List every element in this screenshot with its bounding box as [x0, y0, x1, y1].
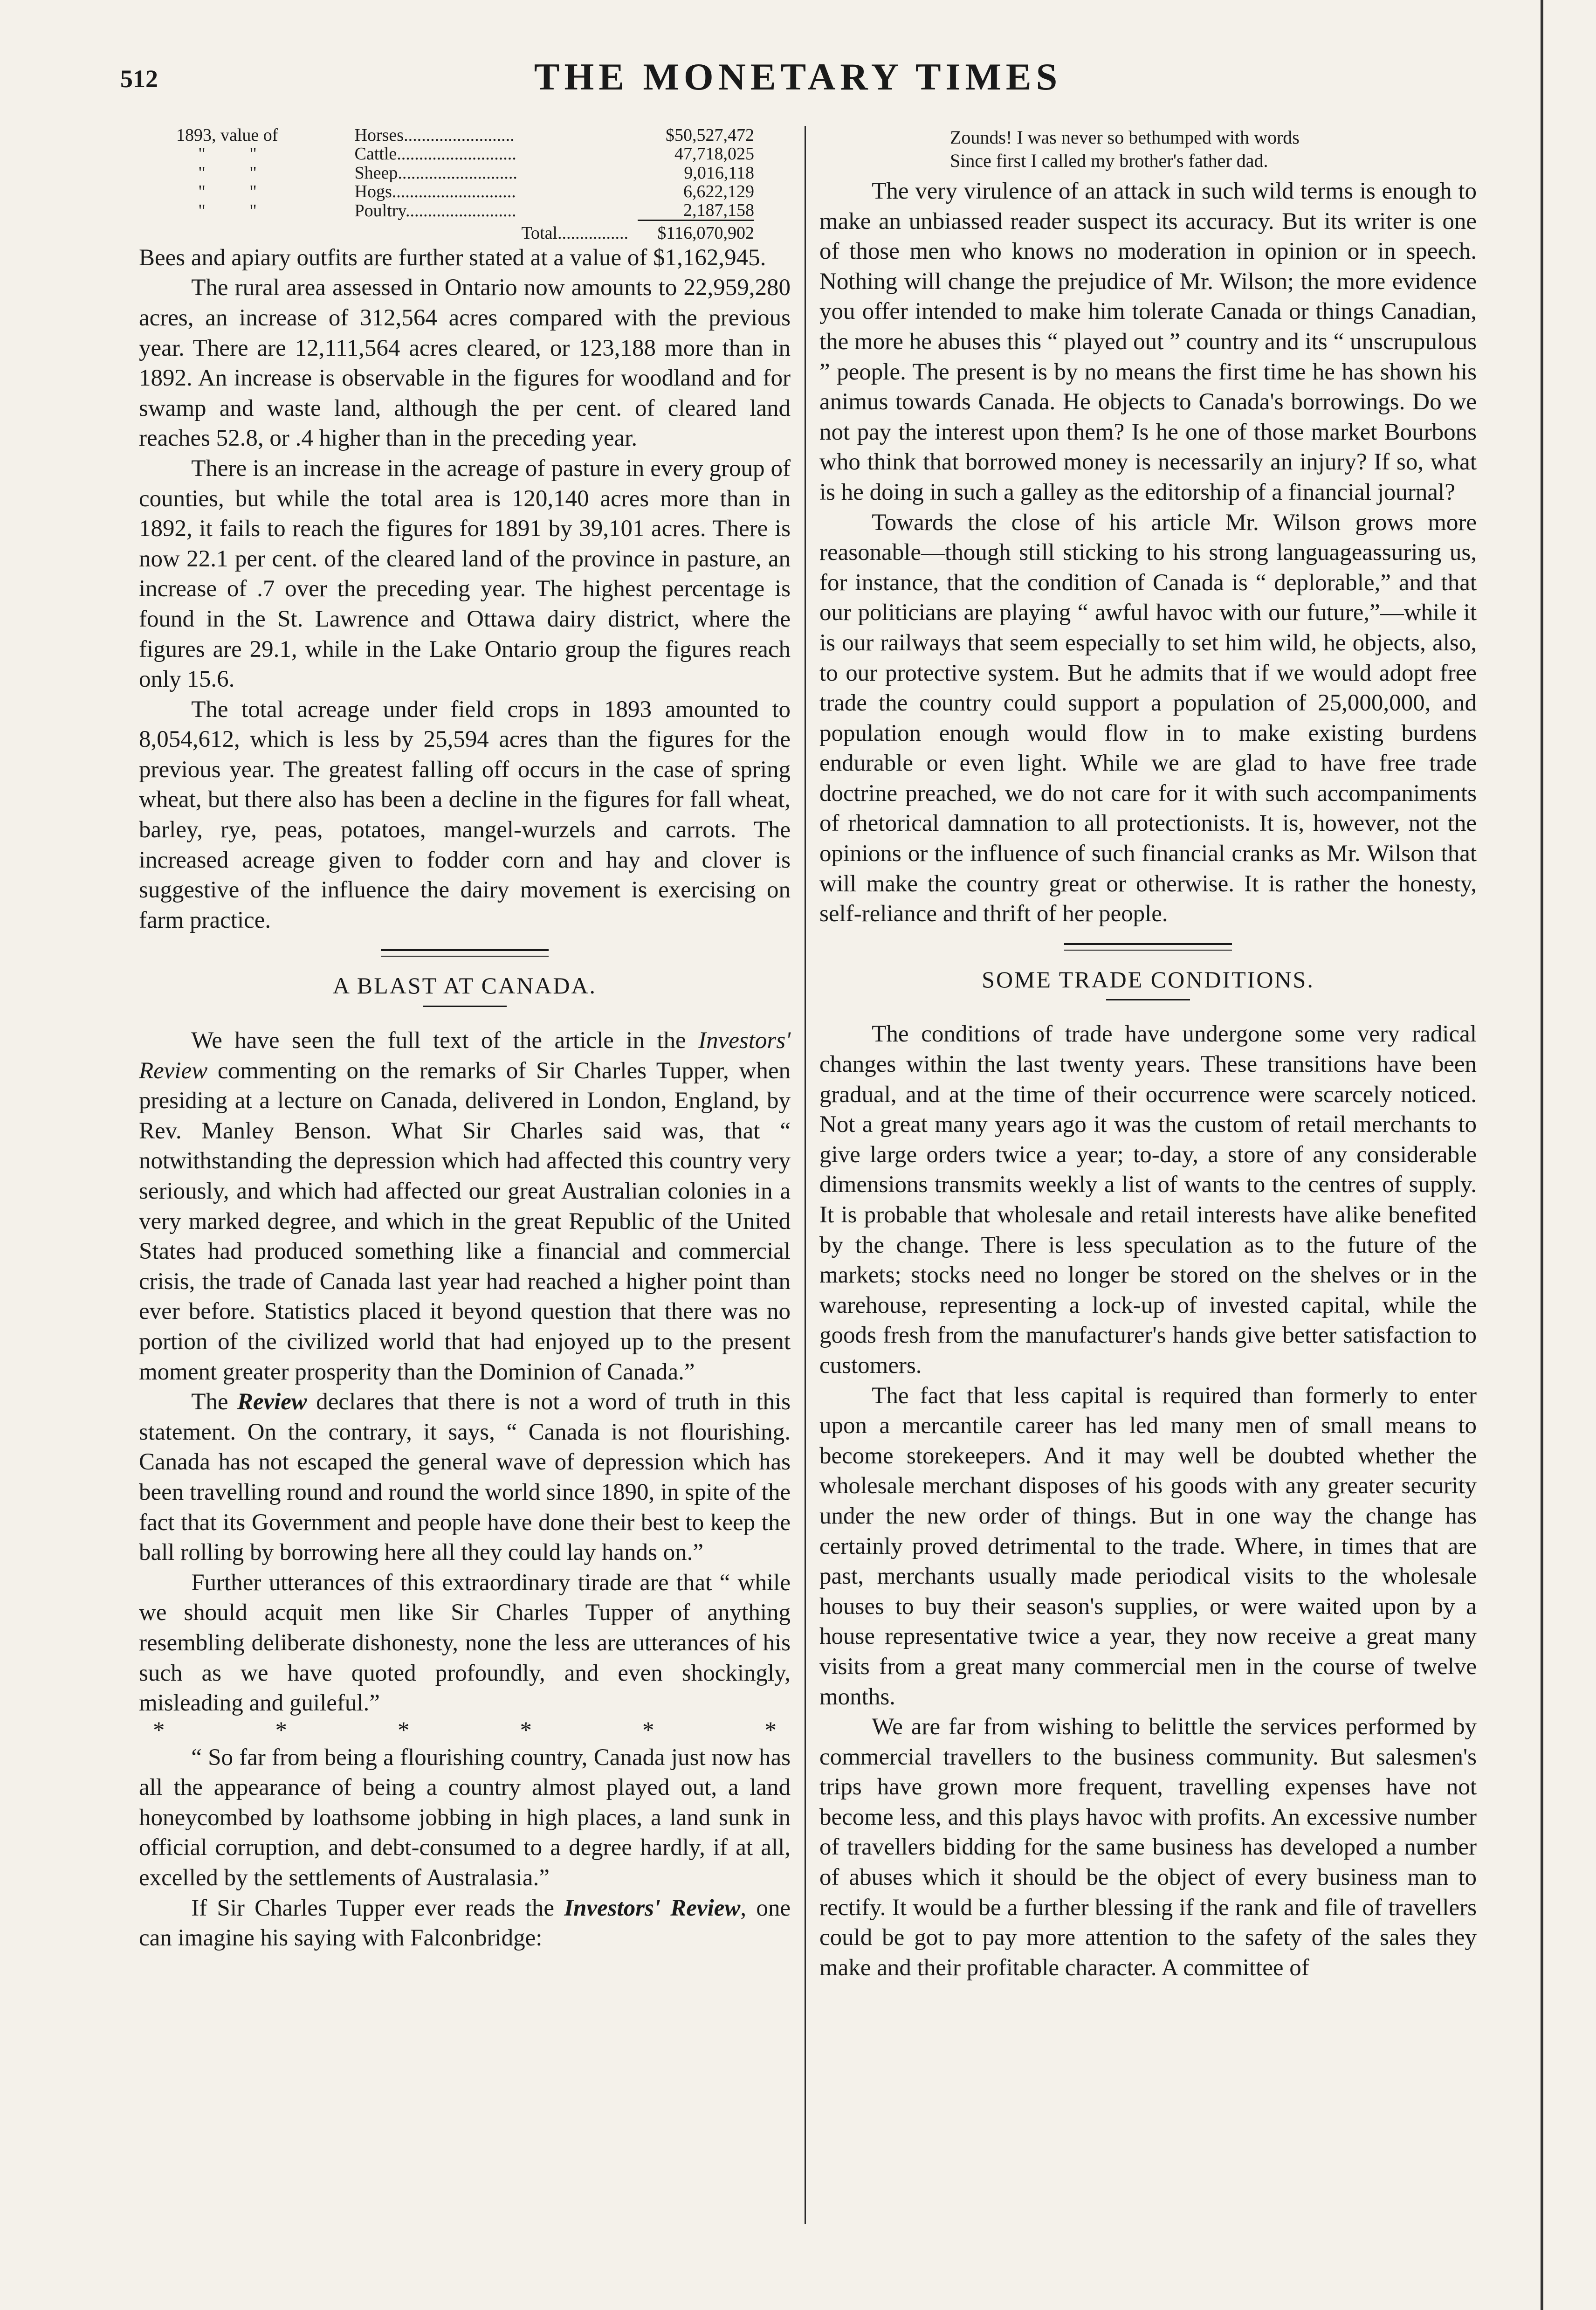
verse-quote: Zounds! I was never so bethumped with words Since first I called my brother's father dad. — [950, 127, 1300, 171]
row-value: $50,527,472 — [666, 125, 754, 145]
paragraph: The very virulence of an attack in such wild terms is enough to make an unbiassed reader suspect its accuracy. But its writer is one of those men who knows no moderation in opinion or in speech. Nothing will change the prejudice of Mr. Wilson; the more evidence you offer intended to make him tolerate Canada or things Canadian, the more he abuses this “ played out ” country and its “ unscrupulous ” people. The present is by no means the first time he has shown his animus towards Canada. He objects to Canada's borrowings. Do we not pay the interest upon them? Is he one of those market Bourbons who think that borrowed money is necessarily an injury? If so, what is he doing in such a galley as the editorship of a financial journal? — [819, 178, 1477, 505]
row-item: Poultry......................... — [354, 200, 516, 221]
table-row — [176, 201, 754, 221]
masthead: THE MONETARY TIMES — [534, 55, 1062, 98]
row-item: Hogs............................ — [354, 181, 516, 201]
section-rule — [381, 949, 549, 957]
row-year: " " — [198, 144, 257, 164]
paragraph: Towards the close of his article Mr. Wilson grows more reasonable—though still sticking to his strong languageassuring us, for instance, that the condition of Canada is “ deplorable,” and that our politicians are playing “ awful havoc with our future,”—while it is our railways that seem especially to set him wild, he objects, also, to our protective system. But he admits that if we would adopt free trade the country could support a population of 25,000,000, and population enough would flow in to make existing burdens endurable or even light. While we are glad to have free trade doctrine preached, we do not care for it with such accompaniments of rhetorical damnation to all protectionists. It is, however, not the opinions or the influence of such financial cranks as Mr. Wilson that will make the country great or otherwise. It is rather the honesty, self-reliance and thrift of her people. — [819, 509, 1477, 927]
paragraph: Bees and apiary outfits are further stated at a value of $1,162,945. — [139, 244, 766, 271]
page-number: 512 — [120, 65, 158, 93]
ellipsis-stars: * * * * * * — [153, 1717, 777, 1744]
section-blast-at-canada — [139, 949, 791, 1953]
heading-underline — [1106, 999, 1190, 1000]
livestock-value-table — [176, 126, 754, 243]
table-row — [176, 182, 754, 201]
paragraph: Further utterances of this extraordinary tirade are that “ while we should acquit men like Sir Charles Tupper of anything resembling deliberate dishonesty, none the less are utterances of his such as we have quoted profoundly, and even shockingly, misleading and guileful.” — [139, 1569, 791, 1717]
total-value: $116,070,902 — [638, 221, 754, 243]
row-item: Cattle........................... — [354, 144, 516, 164]
table-row — [176, 164, 754, 182]
paragraph: There is an increase in the acreage of pasture in every group of counties, but while the total area is 120,140 acres more than in 1892, it fails to reach the figures for 1891 by 39,101 acres. There is now 22.1 per cent. of the cleared land of the province in pasture, an increase of .7 over the preceding year. The highest percentage is found in the St. Lawrence and Ottawa dairy district, where the figures are 29.1, while in the Lake Ontario group the figures reach only 15.6. — [139, 455, 791, 693]
table-total-row — [176, 221, 754, 243]
total-label: Total................ — [521, 223, 628, 243]
row-value: 2,187,158 — [683, 200, 754, 221]
table-row — [176, 145, 754, 163]
page-edge-rule — [1541, 0, 1543, 2310]
row-value: 47,718,025 — [674, 144, 754, 164]
row-year: " " — [198, 181, 257, 201]
paragraph: The Review declares that there is not a word of truth in this statement. On the contrary, it says, “ Canada is not flourishing. Canada has not escaped the general wave of depression which has been travelling round and round the world since 1890, in spite of the fact that its Government and people have done their best to keep the ball rolling by borrowing here all they could lay hands on.” — [139, 1389, 791, 1566]
row-year: 1893, value of — [176, 125, 278, 145]
section-rule — [1064, 943, 1232, 951]
column-divider — [805, 126, 806, 2224]
row-year: " " — [198, 163, 257, 183]
row-year: " " — [198, 200, 257, 221]
row-item: Horses......................... — [354, 125, 515, 145]
paragraph: The rural area assessed in Ontario now amounts to 22,959,280 acres, an increase of 312,564 acres compared with the previous year. There are 12,111,564 acres cleared, or 123,188 more than in 1892. An increase is observable in the figures for woodland and for swamp and waste land, although the per cent. of cleared land reaches 52.8, or .4 higher than in the preceding year. — [139, 275, 791, 452]
paragraph: “ So far from being a flourishing country, Canada just now has all the appearance of being a country almost played out, a land honeycombed by loathsome jobbing in high places, a land sunk in official corruption, and debt-consumed to a degree hardly, if at all, excelled by the settlements of Australasia.” — [139, 1744, 791, 1891]
paragraph: The fact that less capital is required than formerly to enter upon a mercantile career has led many men of small means to become storekeepers. And it may well be doubted whether the wholesale merchant disposes of his goods with any greater security under the new order of things. But in one way the change has certainly proved detrimental to the trade. Where, in times that are past, merchants usually made periodical visits to the wholesale houses to buy their season's supplies, or were waited upon by a house representative twice a year, they now receive a great many visits from a great many commercial men in the course of twelve months. — [819, 1382, 1477, 1710]
paragraph: The total acreage under field crops in 1893 amounted to 8,054,612, which is less by 25,594 acres than the figures for the previous year. The greatest falling off occurs in the case of spring wheat, but there also has been a decline in the figures for fall wheat, barley, rye, peas, potatoes, mangel-wurzels and carrots. The increased acreage given to fodder corn and hay and clover is suggestive of the influence the dairy movement is exercising on farm practice. — [139, 696, 791, 933]
row-item: Sheep........................... — [354, 163, 517, 183]
paragraph: We are far from wishing to belittle the services performed by commercial travellers to the business community. But salesmen's trips have grown more frequent, travelling expenses have not become less, and this plays havoc with profits. An excessive number of travellers bidding for the same business has developed a number of abuses which it should be the object of every business man to rectify. It would be a further blessing if the rank and file of travellers could be got to pay more attention to the safety of the sales they make and their profitable character. A committee of — [819, 1714, 1477, 1981]
section-heading: A BLAST AT CANADA. — [332, 972, 597, 999]
paragraph: We have seen the full text of the article in the Investors' Review commenting on the remarks of Sir Charles Tupper, when presiding at a lecture on Canada, delivered in London, England, by Rev. Manley Benson. What Sir Charles said was, that “ notwithstanding the depression which had affected this country very seriously, and which had affected our great Australian colonies in a very marked degree, and which in the great Republic of the United States had produced something like a financial and commercial crisis, the trade of Canada last year had reached a higher point than ever before. Statistics placed it beyond question that there was no portion of the civilized world that had enjoyed up to the present moment greater prosperity than the Dominion of Canada.” — [139, 1027, 791, 1385]
row-value: 9,016,118 — [684, 163, 754, 183]
paragraph: If Sir Charles Tupper ever reads the Investors' Review, one can imagine his saying with Falconbridge: — [139, 1895, 791, 1951]
right-column — [819, 126, 1477, 1983]
section-some-trade-conditions — [819, 943, 1477, 1983]
left-column — [139, 126, 791, 1953]
row-value: 6,622,129 — [683, 181, 754, 201]
section-heading: SOME TRADE CONDITIONS. — [982, 966, 1314, 993]
paragraph: The conditions of trade have undergone some very radical changes within the last twenty years. These transitions have been gradual, and at the time of their occurrence were scarcely noticed. Not a great many years ago it was the custom of retail merchants to give large orders twice a year; to-day, a store of any considerable dimensions transmits weekly a list of wants to the centres of supply. It is probable that wholesale and retail interests have alike benefited by the change. There is less speculation as to the future of the markets; stocks need no longer be stored on the shelves or in the warehouse, representing a lock-up of invested capital, while the goods fresh from the manufacturer's hands give better satisfaction to customers. — [819, 1021, 1477, 1379]
heading-underline — [423, 1006, 507, 1007]
table-row — [176, 126, 754, 145]
